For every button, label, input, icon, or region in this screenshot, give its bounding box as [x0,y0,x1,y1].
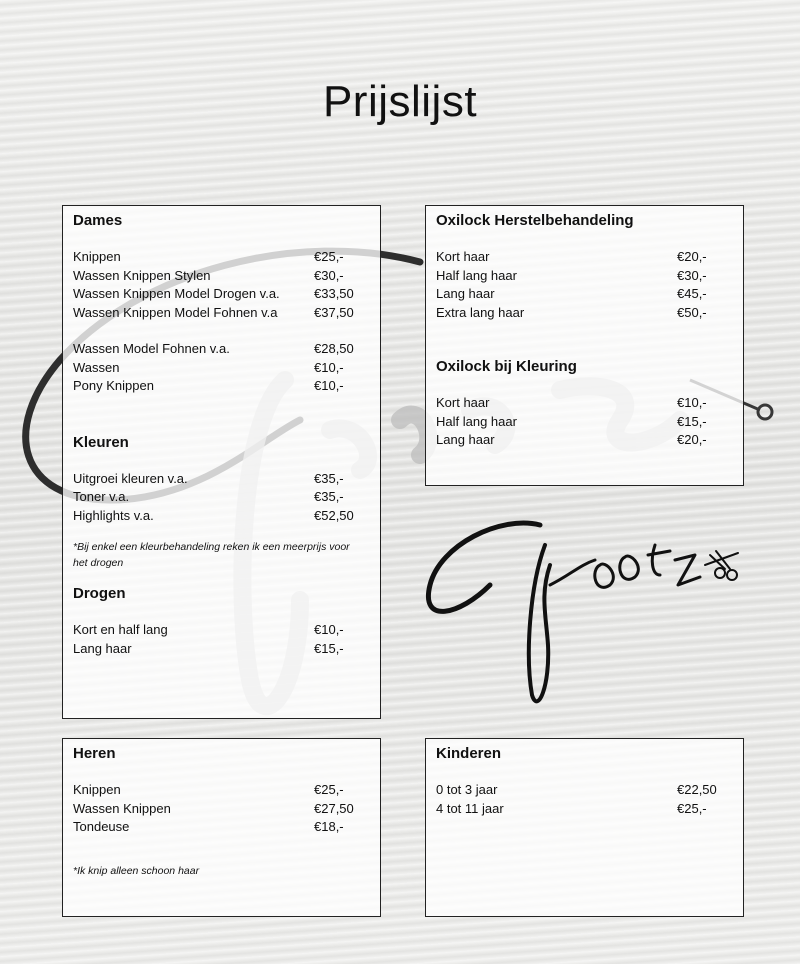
price-row [73,488,370,507]
price-row [436,800,733,819]
item-name: 4 tot 11 jaar [436,800,504,816]
item-name: Wassen Knippen Stylen [73,267,211,283]
oxilock-section [425,205,744,486]
price-row [73,507,370,526]
kleuren-note: *Bij enkel een kleurbehandeling reken ik een meerprijs voor het drogen [73,541,350,569]
item-name: Lang haar [73,640,132,656]
price-row [73,621,370,640]
heren-note: *Ik knip alleen schoon haar [73,864,200,877]
item-price: €37,50 [314,304,354,320]
item-price: €20,- [677,432,707,447]
item-name: 0 tot 3 jaar [436,782,498,797]
item-price: €25,- [677,800,707,816]
price-row [73,377,370,396]
price-row [73,304,370,323]
item-name: Kort haar [436,249,490,264]
item-name: Tondeuse [73,819,130,834]
price-row [436,431,733,450]
item-name: Highlights v.a. [73,507,154,523]
price-row [436,248,733,267]
item-price: €18,- [314,819,344,834]
item-price: €52,50 [314,507,354,523]
item-price: €22,50 [677,782,717,797]
item-name: Half lang haar [436,413,517,429]
item-price: €15,- [677,413,707,429]
item-name: Knippen [73,249,121,264]
drogen-heading: Drogen [73,585,126,602]
dames-section [62,205,381,719]
item-price: €10,- [314,378,344,393]
price-row [73,359,370,378]
item-price: €33,50 [314,286,354,301]
item-price: €25,- [314,249,344,264]
item-name: Wassen Knippen Model Fohnen v.a [73,304,278,320]
item-price: €10,- [314,359,344,375]
kinderen-section [425,738,744,917]
item-name: Lang haar [436,432,495,447]
item-name: Pony Knippen [73,378,154,393]
item-name: Wassen [73,359,120,375]
item-name: Extra lang haar [436,304,525,320]
price-row [73,800,370,819]
item-name: Wassen Model Fohnen v.a. [73,341,230,356]
item-name: Knippen [73,782,121,797]
price-row [436,285,733,304]
price-row [436,267,733,286]
price-row [73,818,370,837]
item-price: €15,- [314,640,344,656]
item-name: Uitgroei kleuren v.a. [73,470,188,486]
price-row [436,413,733,432]
item-name: Wassen Knippen [73,800,171,816]
item-price: €10,- [314,622,344,637]
kinderen-heading: Kinderen [436,745,502,762]
price-row [436,304,733,323]
kleuren-heading: Kleuren [73,433,129,451]
grootz-logo [420,505,750,710]
item-price: €28,50 [314,341,354,356]
price-row [73,470,370,489]
page-title: Prijslijst [322,77,478,127]
item-price: €50,- [677,304,707,320]
oxilock-kleuring-heading: Oxilock bij Kleuring [436,358,577,375]
item-price: €30,- [314,267,344,283]
price-row [73,248,370,267]
item-price: €10,- [677,395,707,410]
price-row [73,340,370,359]
item-price: €20,- [677,249,707,264]
price-row [73,781,370,800]
item-name: Toner v.a. [73,489,130,504]
item-price: €35,- [314,470,344,486]
price-row [436,781,733,800]
price-row [73,285,370,304]
item-price: €30,- [677,267,707,283]
item-name: Kort haar [436,395,490,410]
item-price: €27,50 [314,800,354,816]
item-price: €45,- [677,286,707,301]
price-row [73,267,370,286]
item-price: €35,- [314,489,344,504]
item-name: Kort en half lang [73,622,168,637]
item-price: €25,- [314,782,344,797]
item-name: Lang haar [436,286,495,301]
oxilock-heading: Oxilock Herstelbehandeling [436,212,634,229]
heren-section [62,738,381,917]
price-row [73,640,370,659]
item-name: Half lang haar [436,267,517,283]
item-name: Wassen Knippen Model Drogen v.a. [73,286,280,301]
price-row [436,394,733,413]
heren-heading: Heren [73,745,116,762]
dames-heading: Dames [73,212,123,229]
